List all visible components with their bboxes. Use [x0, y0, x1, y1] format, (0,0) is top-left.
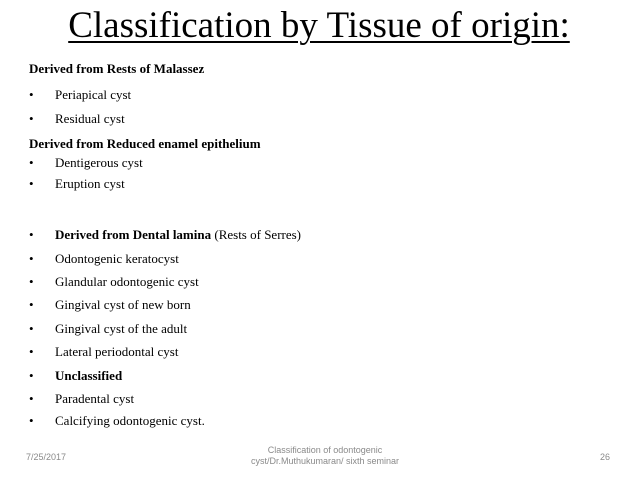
section-heading-unclassified — [29, 368, 122, 384]
page-number: 26 — [599, 452, 610, 462]
bullet-icon: • — [29, 274, 34, 289]
list-item-text: Dentigerous cyst — [55, 155, 143, 170]
list-item-text: Gingival cyst of the adult — [55, 321, 188, 336]
list-item-text: Residual cyst — [55, 111, 125, 126]
section-heading-malassez: Derived from Rests of Malassez — [29, 61, 205, 76]
list-item — [29, 155, 143, 171]
list-item — [29, 413, 205, 429]
section-heading-dental-lamina — [29, 227, 301, 243]
footer-caption — [200, 445, 450, 467]
list-item-text: Glandular odontogenic cyst — [55, 274, 199, 289]
bullet-icon: • — [29, 155, 34, 170]
list-item-text: Gingival cyst of new born — [55, 297, 191, 312]
list-item-text: Calcifying odontogenic cyst. — [55, 413, 205, 428]
footer-caption-line2: cyst/Dr.Muthukumaran/ sixth seminar — [250, 456, 400, 466]
section-heading-enamel: Derived from Reduced enamel epithelium — [29, 136, 261, 151]
list-item — [29, 176, 125, 192]
heading-bold-text: Derived from Dental lamina — [55, 227, 212, 242]
list-item — [29, 111, 125, 127]
list-item — [29, 321, 187, 337]
list-item — [29, 251, 179, 267]
heading-rest-text: (Rests of Serres) — [211, 227, 302, 242]
bullet-icon: • — [29, 297, 34, 312]
bullet-icon: • — [29, 391, 34, 406]
list-item-text: Odontogenic keratocyst — [55, 251, 179, 266]
list-item — [29, 87, 131, 103]
list-item — [29, 344, 178, 360]
bullet-icon: • — [29, 368, 34, 383]
slide-title: Classification by Tissue of origin: — [68, 5, 570, 46]
list-item-text: Paradental cyst — [55, 391, 135, 406]
list-item-text: Lateral periodontal cyst — [55, 344, 179, 359]
footer-date: 7/25/2017 — [26, 452, 67, 462]
list-item-text: Eruption cyst — [55, 176, 125, 191]
bullet-icon: • — [29, 344, 34, 359]
list-item-text: Periapical cyst — [55, 87, 132, 102]
bullet-icon: • — [29, 413, 34, 428]
bullet-icon: • — [29, 251, 34, 266]
bullet-icon: • — [29, 111, 34, 126]
bullet-icon: • — [29, 87, 34, 102]
list-item — [29, 297, 191, 313]
list-item — [29, 391, 134, 407]
footer-caption-line1: Classification of odontogenic — [267, 445, 383, 455]
bullet-icon: • — [29, 321, 34, 336]
heading-bold-text: Unclassified — [55, 368, 123, 383]
bullet-icon: • — [29, 176, 34, 191]
list-item — [29, 274, 199, 290]
bullet-icon: • — [29, 227, 34, 242]
